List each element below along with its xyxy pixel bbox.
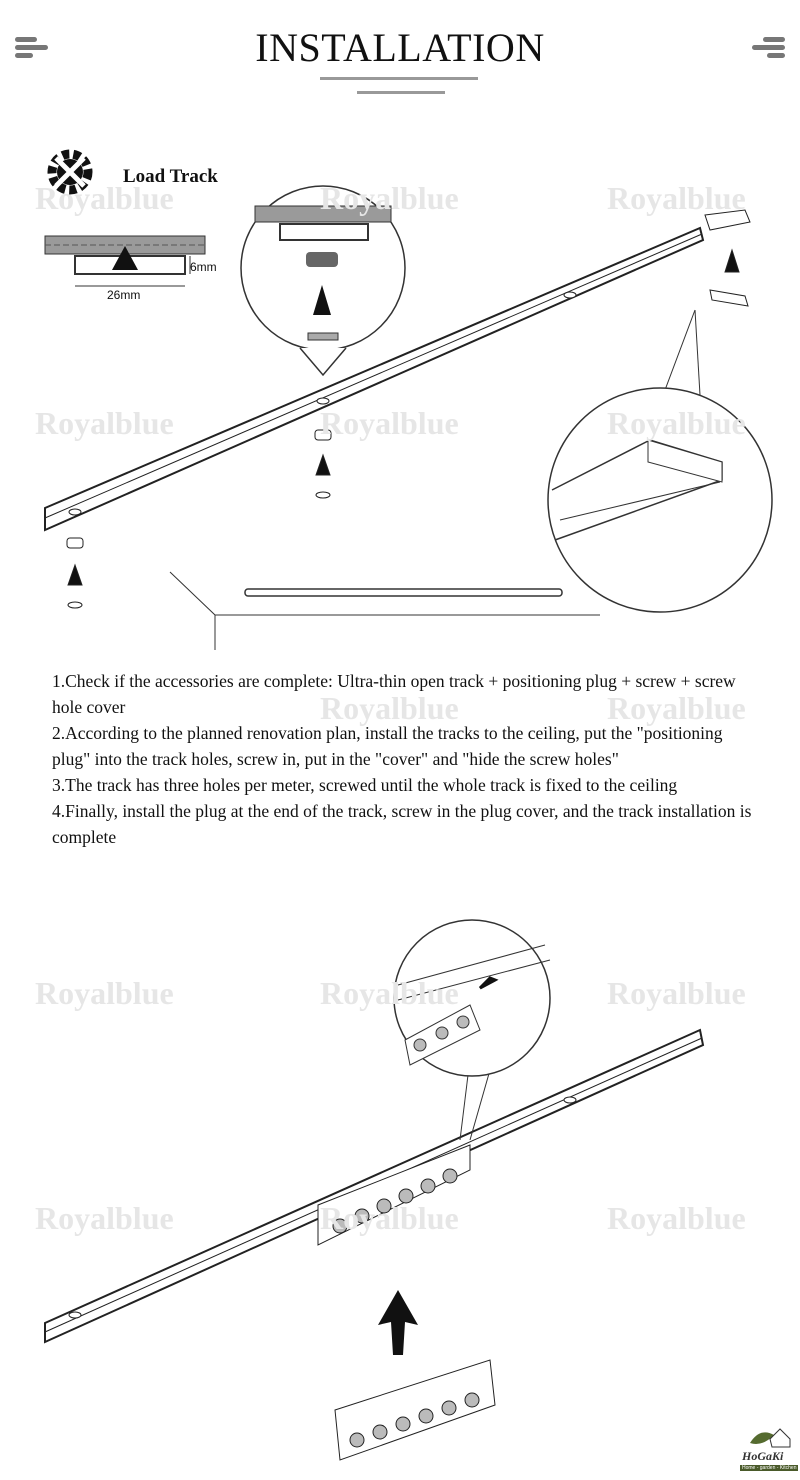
step-1: 1.Check if the accessories are complete: Ultra-thin open track + positioning plug + screw + screw hole cover xyxy=(52,671,736,717)
dimension-width: 26mm xyxy=(107,288,141,302)
track-profile-diagram xyxy=(45,236,205,286)
watermark: Royalblue xyxy=(35,1200,174,1236)
watermark: Royalblue xyxy=(35,975,174,1011)
watermark: Royalblue xyxy=(607,405,746,441)
watermark: Royalblue xyxy=(320,1200,459,1236)
watermark: Royalblue xyxy=(35,180,174,216)
watermark: Royalblue xyxy=(320,690,459,726)
section-label: Load Track xyxy=(123,166,218,187)
watermark: Royalblue xyxy=(320,405,459,441)
watermark: Royalblue xyxy=(607,690,746,726)
instruction-steps xyxy=(52,668,762,850)
watermark: Royalblue xyxy=(320,975,459,1011)
step-2: 2.According to the planned renovation plan, install the tracks to the ceiling, put the "positioning plug" into the track holes, screw in, put in the "cover" and "hide the screw holes" xyxy=(52,723,723,769)
logo-name: HoGaKi xyxy=(742,1449,784,1463)
light-module xyxy=(335,1360,495,1460)
watermark: Royalblue xyxy=(35,405,174,441)
watermark: Royalblue xyxy=(607,975,746,1011)
logo-tagline: Home - garden - Kitchen xyxy=(742,1465,797,1471)
page-title: INSTALLATION xyxy=(255,25,545,70)
watermark: Royalblue xyxy=(607,1200,746,1236)
magnifier-screw-detail xyxy=(241,186,405,375)
arrow-up-icon xyxy=(378,1290,418,1355)
tools-gear-icon xyxy=(52,154,88,190)
dimension-height: 6mm xyxy=(190,260,217,274)
watermark: Royalblue xyxy=(320,180,459,216)
hogaki-logo xyxy=(750,1429,790,1447)
magnifier-end-plug-detail xyxy=(548,310,772,612)
step-4: 4.Finally, install the plug at the end of the track, screw in the plug cover, and the track installation is complete xyxy=(52,801,752,847)
watermark: Royalblue xyxy=(607,180,746,216)
step-3: 3.The track has three holes per meter, screwed until the whole track is fixed to the ceiling xyxy=(52,775,678,795)
